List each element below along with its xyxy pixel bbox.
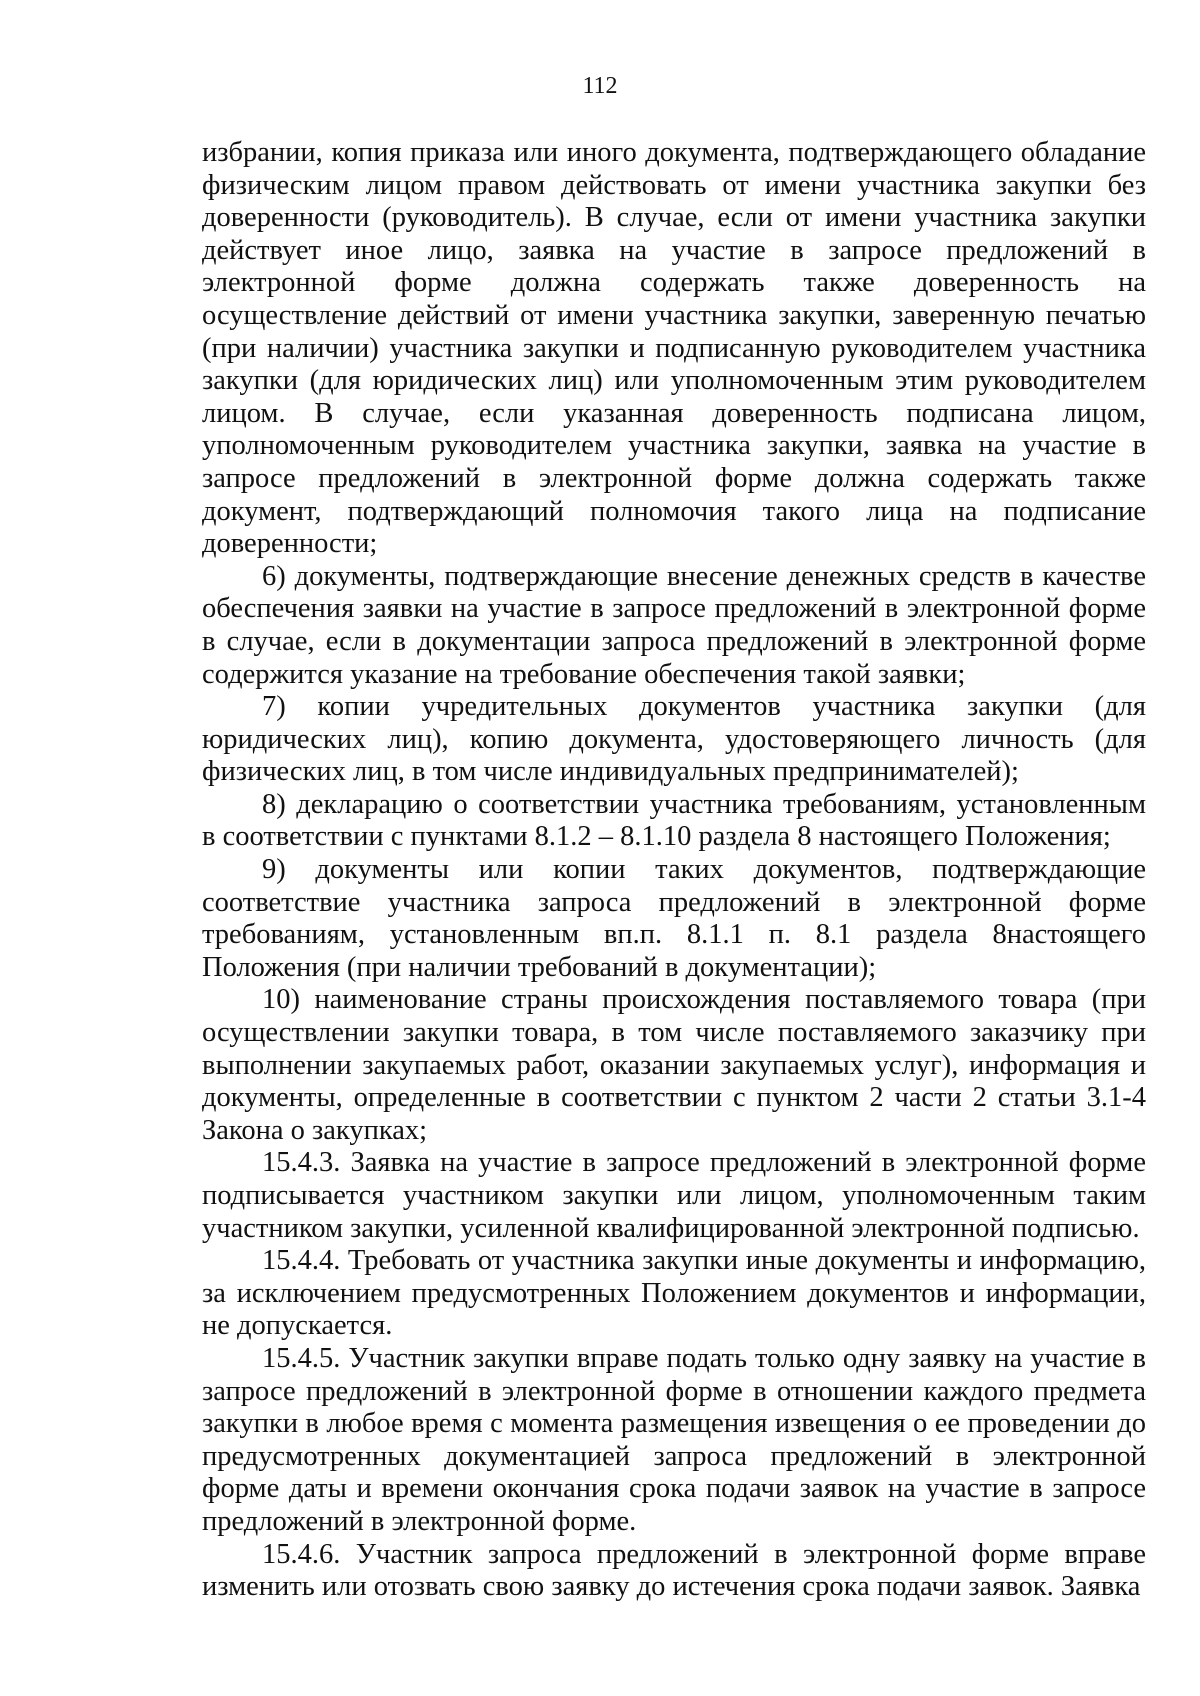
paragraph-item-8: 8) декларацию о соответствии участника требованиям, установленным в соответствии с пунктами 8.1.2 – 8.1.10 раздела 8 настоящего Положения;: [202, 788, 1146, 853]
paragraph-item-9: 9) документы или копии таких документов, подтверждающие соответствие участника запроса предложений в электронной форме требованиям, установленным вп.п. 8.1.1 п. 8.1 раздела 8настоящего Положения (при наличии требований в документации);: [202, 854, 1146, 983]
paragraph-clause-15-4-3: 15.4.3. Заявка на участие в запросе предложений в электронной форме подписывается участником закупки или лицом, уполномоченным таким участником закупки, усиленной квалифицированной электронной подписью.: [202, 1147, 1146, 1244]
page-number: 112: [582, 73, 618, 99]
paragraph-item-7: 7) копии учредительных документов участника закупки (для юридических лиц), копию документа, удостоверяющего личность (для физических лиц, в том числе индивидуальных предпринимателей);: [202, 691, 1146, 788]
paragraph-clause-15-4-4: 15.4.4. Требовать от участника закупки иные документы и информацию, за исключением предусмотренных Положением документов и информации, не допускается.: [202, 1245, 1146, 1342]
paragraph-item-10: 10) наименование страны происхождения поставляемого товара (при осуществлении закупки товара, в том числе поставляемого заказчику при выполнении закупаемых работ, оказании закупаемых услуг), информация и документы, определенные в соответствии с пунктом 2 части 2 статьи 3.1-4 Закона о закупках;: [202, 984, 1146, 1146]
document-body: [202, 137, 1146, 1604]
paragraph-clause-15-4-5: 15.4.5. Участник закупки вправе подать только одну заявку на участие в запросе предложений в электронной форме в отношении каждого предмета закупки в любое время с момента размещения извещения о ее проведении до предусмотренных документацией запроса предложений в электронной форме даты и времени окончания срока подачи заявок на участие в запросе предложений в электронной форме.: [202, 1342, 1146, 1537]
paragraph-item-6: 6) документы, подтверждающие внесение денежных средств в качестве обеспечения заявки на участие в запросе предложений в электронной форме в случае, если в документации запроса предложений в электронной форме содержится указание на требование обеспечения такой заявки;: [202, 560, 1146, 690]
paragraph-clause-15-4-6: 15.4.6. Участник запроса предложений в электронной форме вправе изменить или отозвать свою заявку до истечения срока подачи заявок. Заявка: [202, 1538, 1146, 1603]
paragraph-continuation: избрании, копия приказа или иного документа, подтверждающего обладание физическим лицом правом действовать от имени участника закупки без доверенности (руководитель). В случае, если от имени участника закупки действует иное лицо, заявка на участие в запросе предложений в электронной форме должна содержать также доверенность на осуществление действий от имени участника закупки, заверенную печатью (при наличии) участника закупки и подписанную руководителем участника закупки (для юридических лиц) или уполномоченным этим руководителем лицом. В случае, если указанная доверенность подписана лицом, уполномоченным руководителем участника закупки, заявка на участие в запросе предложений в электронной форме должна содержать также документ, подтверждающий полномочия такого лица на подписание доверенности;: [202, 137, 1146, 560]
